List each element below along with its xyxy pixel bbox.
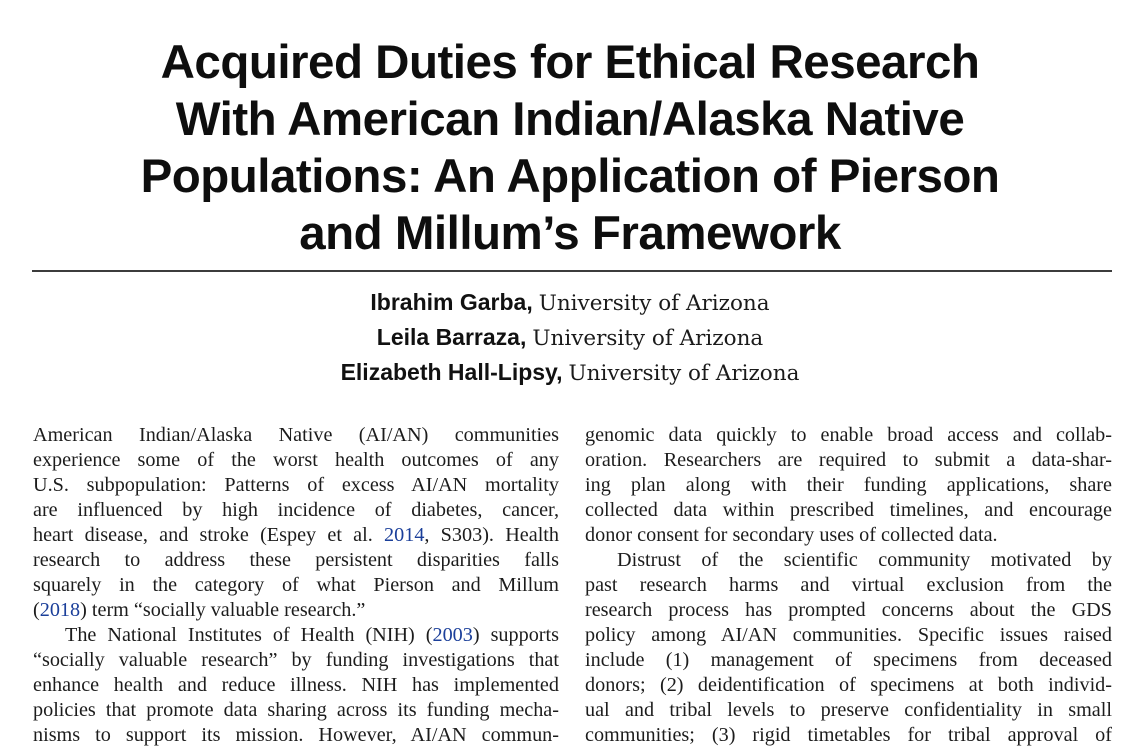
body-column-right [585, 423, 1112, 748]
body-column-left [33, 423, 559, 748]
author-name: Elizabeth Hall-Lipsy, [340, 359, 563, 385]
title-line: and Millum’s Framework [299, 207, 841, 260]
text-segment: heart disease, and stroke (Espey et al. [33, 524, 385, 546]
text-line: enhance health and reduce illness. NIH has implemented [33, 674, 559, 696]
text-segment: ) supports [472, 624, 559, 646]
text-line: donors; (2) deidentification of specimens at both individ- [585, 674, 1112, 696]
text-line: past research harms and virtual exclusion from the [585, 574, 1112, 596]
text-line: ing plan along with their funding applications, share [585, 474, 1112, 496]
title-line: With American Indian/Alaska Native [175, 93, 965, 146]
text-line: Distrust of the scientific community motivated by [617, 549, 1112, 571]
article-title [20, 34, 1120, 262]
title-divider [32, 270, 1112, 272]
text-segment: The National Institutes of Health (NIH) ( [65, 624, 433, 646]
text-line: policy among AI/AN communities. Specific issues raised [585, 624, 1112, 646]
text-segment: ( [33, 599, 40, 621]
text-line: donor consent for secondary uses of collected data. [585, 524, 998, 546]
text-line: nisms to support its mission. However, AI/AN commun- [33, 724, 559, 746]
text-line: U.S. subpopulation: Patterns of excess AI/AN mortality [33, 474, 559, 496]
text-line [33, 598, 559, 623]
text-line: experience some of the worst health outcomes of any [33, 449, 559, 471]
text-line [33, 523, 559, 548]
text-segment: ) term “socially valuable research.” [80, 599, 366, 621]
text-line: communities; (3) rigid timetables for tribal approval of [585, 724, 1112, 746]
author-list [0, 285, 1140, 390]
author-entry [0, 320, 1140, 355]
title-line: Populations: An Application of Pierson [140, 150, 1000, 203]
text-line: research to address these persistent disparities falls [33, 549, 559, 571]
title-line: Acquired Duties for Ethical Research [160, 36, 980, 89]
author-name: Leila Barraza, [376, 324, 527, 350]
text-line: include (1) management of specimens from deceased [585, 649, 1112, 671]
text-line: American Indian/Alaska Native (AI/AN) communities [33, 424, 559, 446]
author-affiliation: University of Arizona [538, 291, 770, 316]
text-line [33, 623, 559, 648]
text-line: “socially valuable research” by funding investigations that [33, 649, 559, 671]
text-segment: , S303). Health [424, 524, 559, 546]
text-line: research process has prompted concerns about the GDS [585, 599, 1112, 621]
author-affiliation: University of Arizona [532, 326, 764, 351]
text-line: policies that promote data sharing across its funding mecha- [33, 699, 559, 721]
text-line: collected data within prescribed timelines, and encourage [585, 499, 1112, 521]
citation-link[interactable]: 2018 [39, 599, 81, 621]
text-line: are influenced by high incidence of diabetes, cancer, [33, 499, 559, 521]
author-name: Ibrahim Garba, [370, 289, 533, 315]
text-line: oration. Researchers are required to submit a data-shar- [585, 449, 1112, 471]
citation-link[interactable]: 2003 [432, 624, 473, 646]
author-affiliation: University of Arizona [568, 361, 800, 386]
citation-link[interactable]: 2014 [384, 524, 425, 546]
author-entry [0, 355, 1140, 390]
text-line: ual and tribal levels to preserve confidentiality in small [585, 699, 1112, 721]
text-line: genomic data quickly to enable broad access and collab- [585, 424, 1112, 446]
author-entry [0, 285, 1140, 320]
text-line: squarely in the category of what Pierson and Millum [33, 574, 559, 596]
